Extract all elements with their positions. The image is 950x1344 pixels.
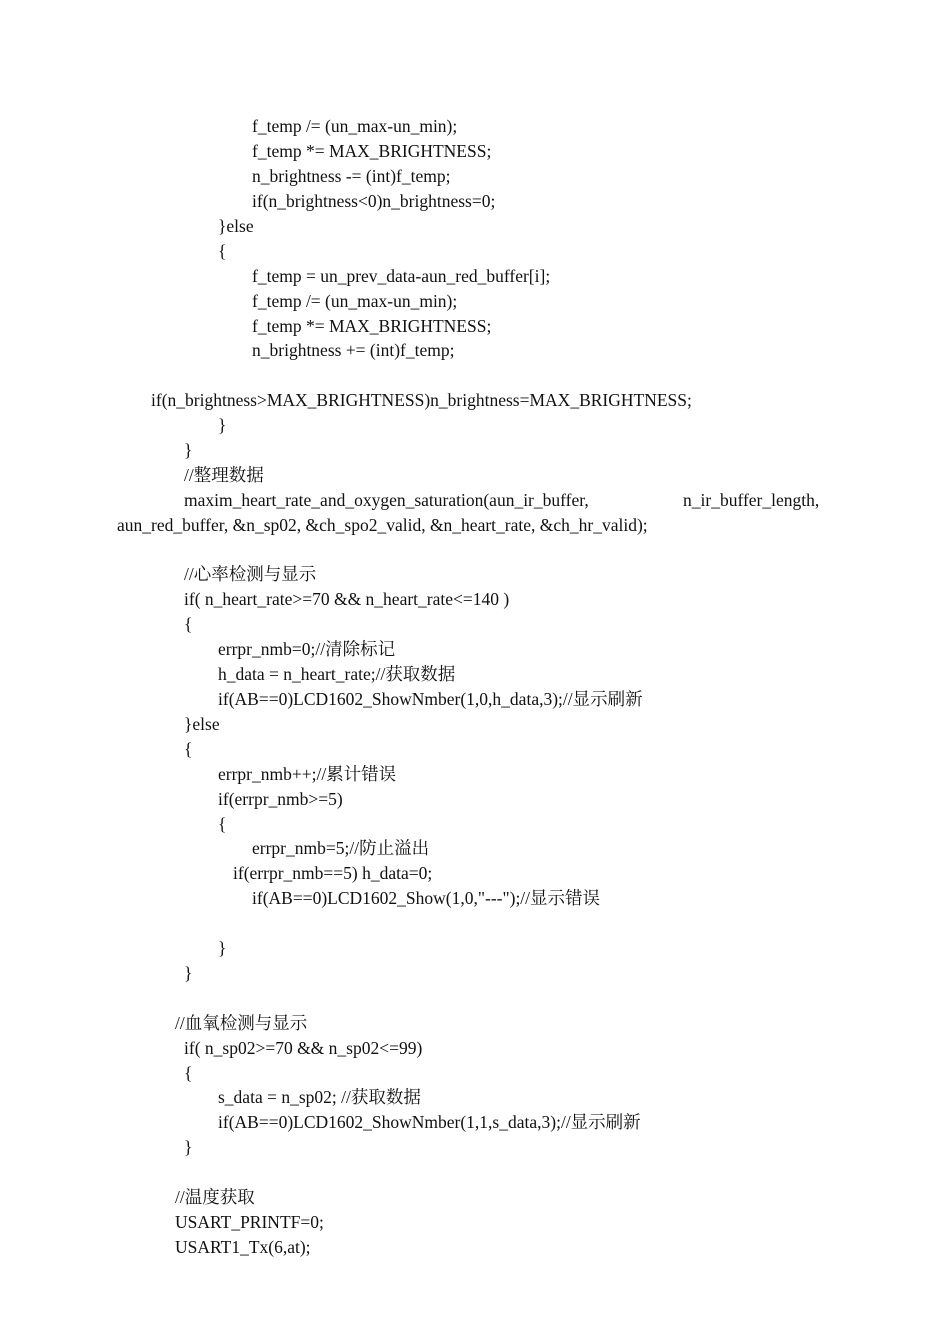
code-line: n_brightness += (int)f_temp; — [252, 340, 455, 360]
code-line: n_ir_buffer_length, — [683, 490, 820, 510]
code-line: { — [218, 814, 227, 834]
code-comment: //温度获取 — [175, 1187, 255, 1207]
code-line: if(errpr_nmb>=5) — [218, 789, 343, 809]
code-line: maxim_heart_rate_and_oxygen_saturation(aun_ir_buffer, — [184, 490, 589, 510]
code-line: USART_PRINTF=0; — [175, 1212, 324, 1232]
code-line: if(AB==0)LCD1602_Show(1,0,"---");//显示错误 — [252, 888, 601, 908]
code-comment: //心率检测与显示 — [184, 564, 317, 584]
code-line: { — [184, 1063, 193, 1083]
code-line: if(n_brightness>MAX_BRIGHTNESS)n_brightness=MAX_BRIGHTNESS; — [151, 390, 692, 410]
code-line: s_data = n_sp02; //获取数据 — [218, 1087, 421, 1107]
code-comment: //整理数据 — [184, 465, 264, 485]
code-line: errpr_nmb++;//累计错误 — [218, 764, 397, 784]
code-line: if(n_brightness<0)n_brightness=0; — [252, 191, 496, 211]
code-line: if(AB==0)LCD1602_ShowNmber(1,0,h_data,3);//显示刷新 — [218, 689, 643, 709]
code-line: f_temp /= (un_max-un_min); — [252, 116, 458, 136]
code-comment: //血氧检测与显示 — [175, 1013, 308, 1033]
code-line: n_brightness -= (int)f_temp; — [252, 166, 451, 186]
code-line: { — [184, 614, 193, 634]
code-line: } — [184, 440, 193, 460]
code-line: }else — [184, 714, 220, 734]
code-line: h_data = n_heart_rate;//获取数据 — [218, 664, 456, 684]
code-line: if(errpr_nmb==5) h_data=0; — [233, 863, 433, 883]
code-line: } — [184, 1137, 193, 1157]
code-line: if( n_sp02>=70 && n_sp02<=99) — [184, 1038, 423, 1058]
code-line: f_temp *= MAX_BRIGHTNESS; — [252, 316, 492, 336]
code-line: } — [218, 415, 227, 435]
code-line: USART1_Tx(6,at); — [175, 1237, 311, 1257]
code-line: aun_red_buffer, &n_sp02, &ch_spo2_valid, &n_heart_rate, &ch_hr_valid); — [117, 515, 648, 535]
code-line: if( n_heart_rate>=70 && n_heart_rate<=140 ) — [184, 589, 510, 609]
code-line: { — [218, 241, 227, 261]
code-line: { — [184, 739, 193, 759]
code-line: f_temp /= (un_max-un_min); — [252, 291, 458, 311]
code-line: f_temp = un_prev_data-aun_red_buffer[i]; — [252, 266, 551, 286]
code-line: errpr_nmb=0;//清除标记 — [218, 639, 396, 659]
code-line: errpr_nmb=5;//防止溢出 — [252, 838, 430, 858]
code-line: f_temp *= MAX_BRIGHTNESS; — [252, 141, 492, 161]
code-line: } — [184, 963, 193, 983]
code-line: if(AB==0)LCD1602_ShowNmber(1,1,s_data,3);//显示刷新 — [218, 1112, 641, 1132]
code-line: } — [218, 938, 227, 958]
code-line: }else — [218, 216, 254, 236]
